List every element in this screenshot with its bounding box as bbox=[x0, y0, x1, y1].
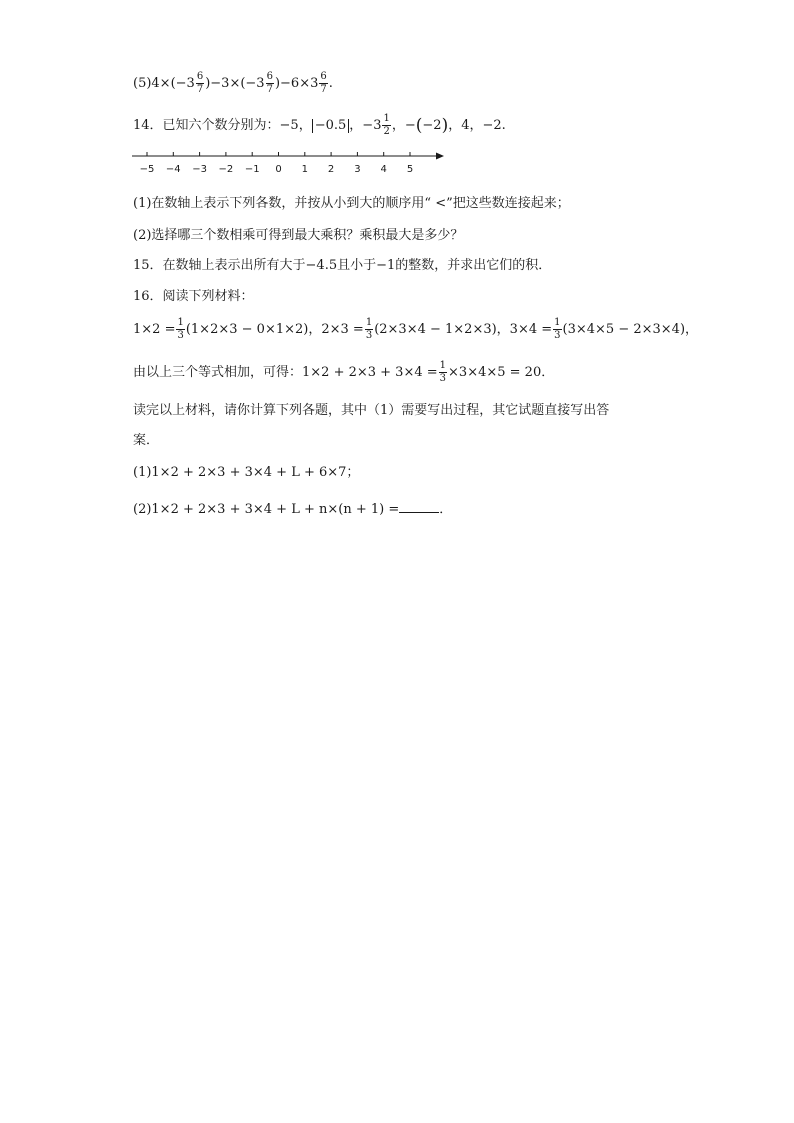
tick-label: 5 bbox=[406, 164, 414, 175]
expr-text: (2×3×4 − 1×2×3)，3×4 = bbox=[374, 322, 553, 337]
fraction: $\frac{1}{2}$ bbox=[383, 113, 390, 137]
q14-intro: 14．已知六个数分别为：−5， bbox=[133, 118, 312, 133]
tick-label: −5 bbox=[139, 164, 155, 175]
paren-close: ) bbox=[441, 115, 449, 136]
absolute-value: −0.5 bbox=[312, 119, 350, 133]
expr-text: ×3×4×5 = 20． bbox=[448, 365, 555, 380]
expr-text: )−3×(−3 bbox=[205, 76, 265, 91]
tick-label: 3 bbox=[354, 164, 361, 175]
q15: 15．在数轴上表示出所有大于−4.5且小于−1的整数，并求出它们的积． bbox=[133, 258, 552, 273]
number-line bbox=[130, 148, 450, 178]
q16-sub2 bbox=[133, 500, 452, 518]
expr-text: ，− bbox=[391, 118, 416, 133]
tick-label: 2 bbox=[327, 164, 335, 175]
fraction: $\frac{6}{7}$ bbox=[320, 71, 327, 95]
tick-label: −3 bbox=[192, 164, 207, 175]
tick-label: 0 bbox=[275, 164, 282, 175]
fraction: $\frac{1}{3}$ bbox=[554, 317, 561, 341]
q14-stem bbox=[133, 114, 506, 137]
tick-group bbox=[140, 152, 414, 175]
tick-label: −4 bbox=[165, 164, 181, 175]
expr-text: ，4，−2. bbox=[448, 118, 506, 133]
q16-sub1: (1)1×2 + 2×3 + 3×4 + L + 6×7； bbox=[133, 465, 360, 480]
q16-equations bbox=[133, 318, 698, 341]
expr-text: (5)4×(−3 bbox=[133, 76, 195, 91]
expr-text: 1×2 = bbox=[133, 322, 176, 337]
arrow-right-icon bbox=[436, 153, 444, 160]
fraction: $\frac{6}{7}$ bbox=[266, 71, 273, 95]
expr-text: ，−3 bbox=[349, 118, 382, 133]
expr-text: . bbox=[328, 76, 333, 91]
expr-text: (2)1×2 + 2×3 + 3×4 + L + n×(n + 1) = bbox=[133, 502, 400, 517]
q14-sub1: (1)在数轴上表示下列各数，并按从小到大的顺序用“ <”把这些数连接起来； bbox=[133, 196, 570, 211]
answer-blank[interactable] bbox=[399, 500, 439, 513]
tick-label: −2 bbox=[218, 164, 234, 175]
fraction: $\frac{6}{7}$ bbox=[196, 71, 204, 95]
paren-value: −2 bbox=[422, 118, 442, 133]
q14-sub2: (2)选择哪三个数相乘可得到最大乘积？乘积最大是多少？ bbox=[133, 228, 464, 243]
expr-text: )−6×3 bbox=[274, 76, 319, 91]
q16-instruction-1: 读完以上材料，请你计算下列各题，其中（1）需要写出过程，其它试题直接写出答 bbox=[133, 403, 610, 418]
tick-label: 4 bbox=[380, 164, 387, 175]
fraction: $\frac{1}{3}$ bbox=[439, 360, 447, 384]
expr-text: (3×4×5 − 2×3×4)， bbox=[562, 322, 699, 337]
q16-instruction-2: 案． bbox=[133, 433, 160, 448]
fraction: $\frac{1}{3}$ bbox=[177, 317, 184, 341]
q16-sum bbox=[133, 361, 554, 384]
fraction: $\frac{1}{3}$ bbox=[365, 317, 373, 341]
expr-text: (1×2×3 − 0×1×2)，2×3 = bbox=[185, 322, 364, 337]
expr-text: 由以上三个等式相加，可得：1×2 + 2×3 + 3×4 = bbox=[133, 365, 438, 380]
tick-label: −1 bbox=[244, 164, 260, 175]
tick-label: 1 bbox=[301, 164, 308, 175]
expr-text: ． bbox=[439, 502, 453, 517]
q16-intro: 16．阅读下列材料： bbox=[133, 289, 254, 304]
q13-part5 bbox=[133, 72, 333, 95]
paren-open: ( bbox=[415, 115, 423, 136]
